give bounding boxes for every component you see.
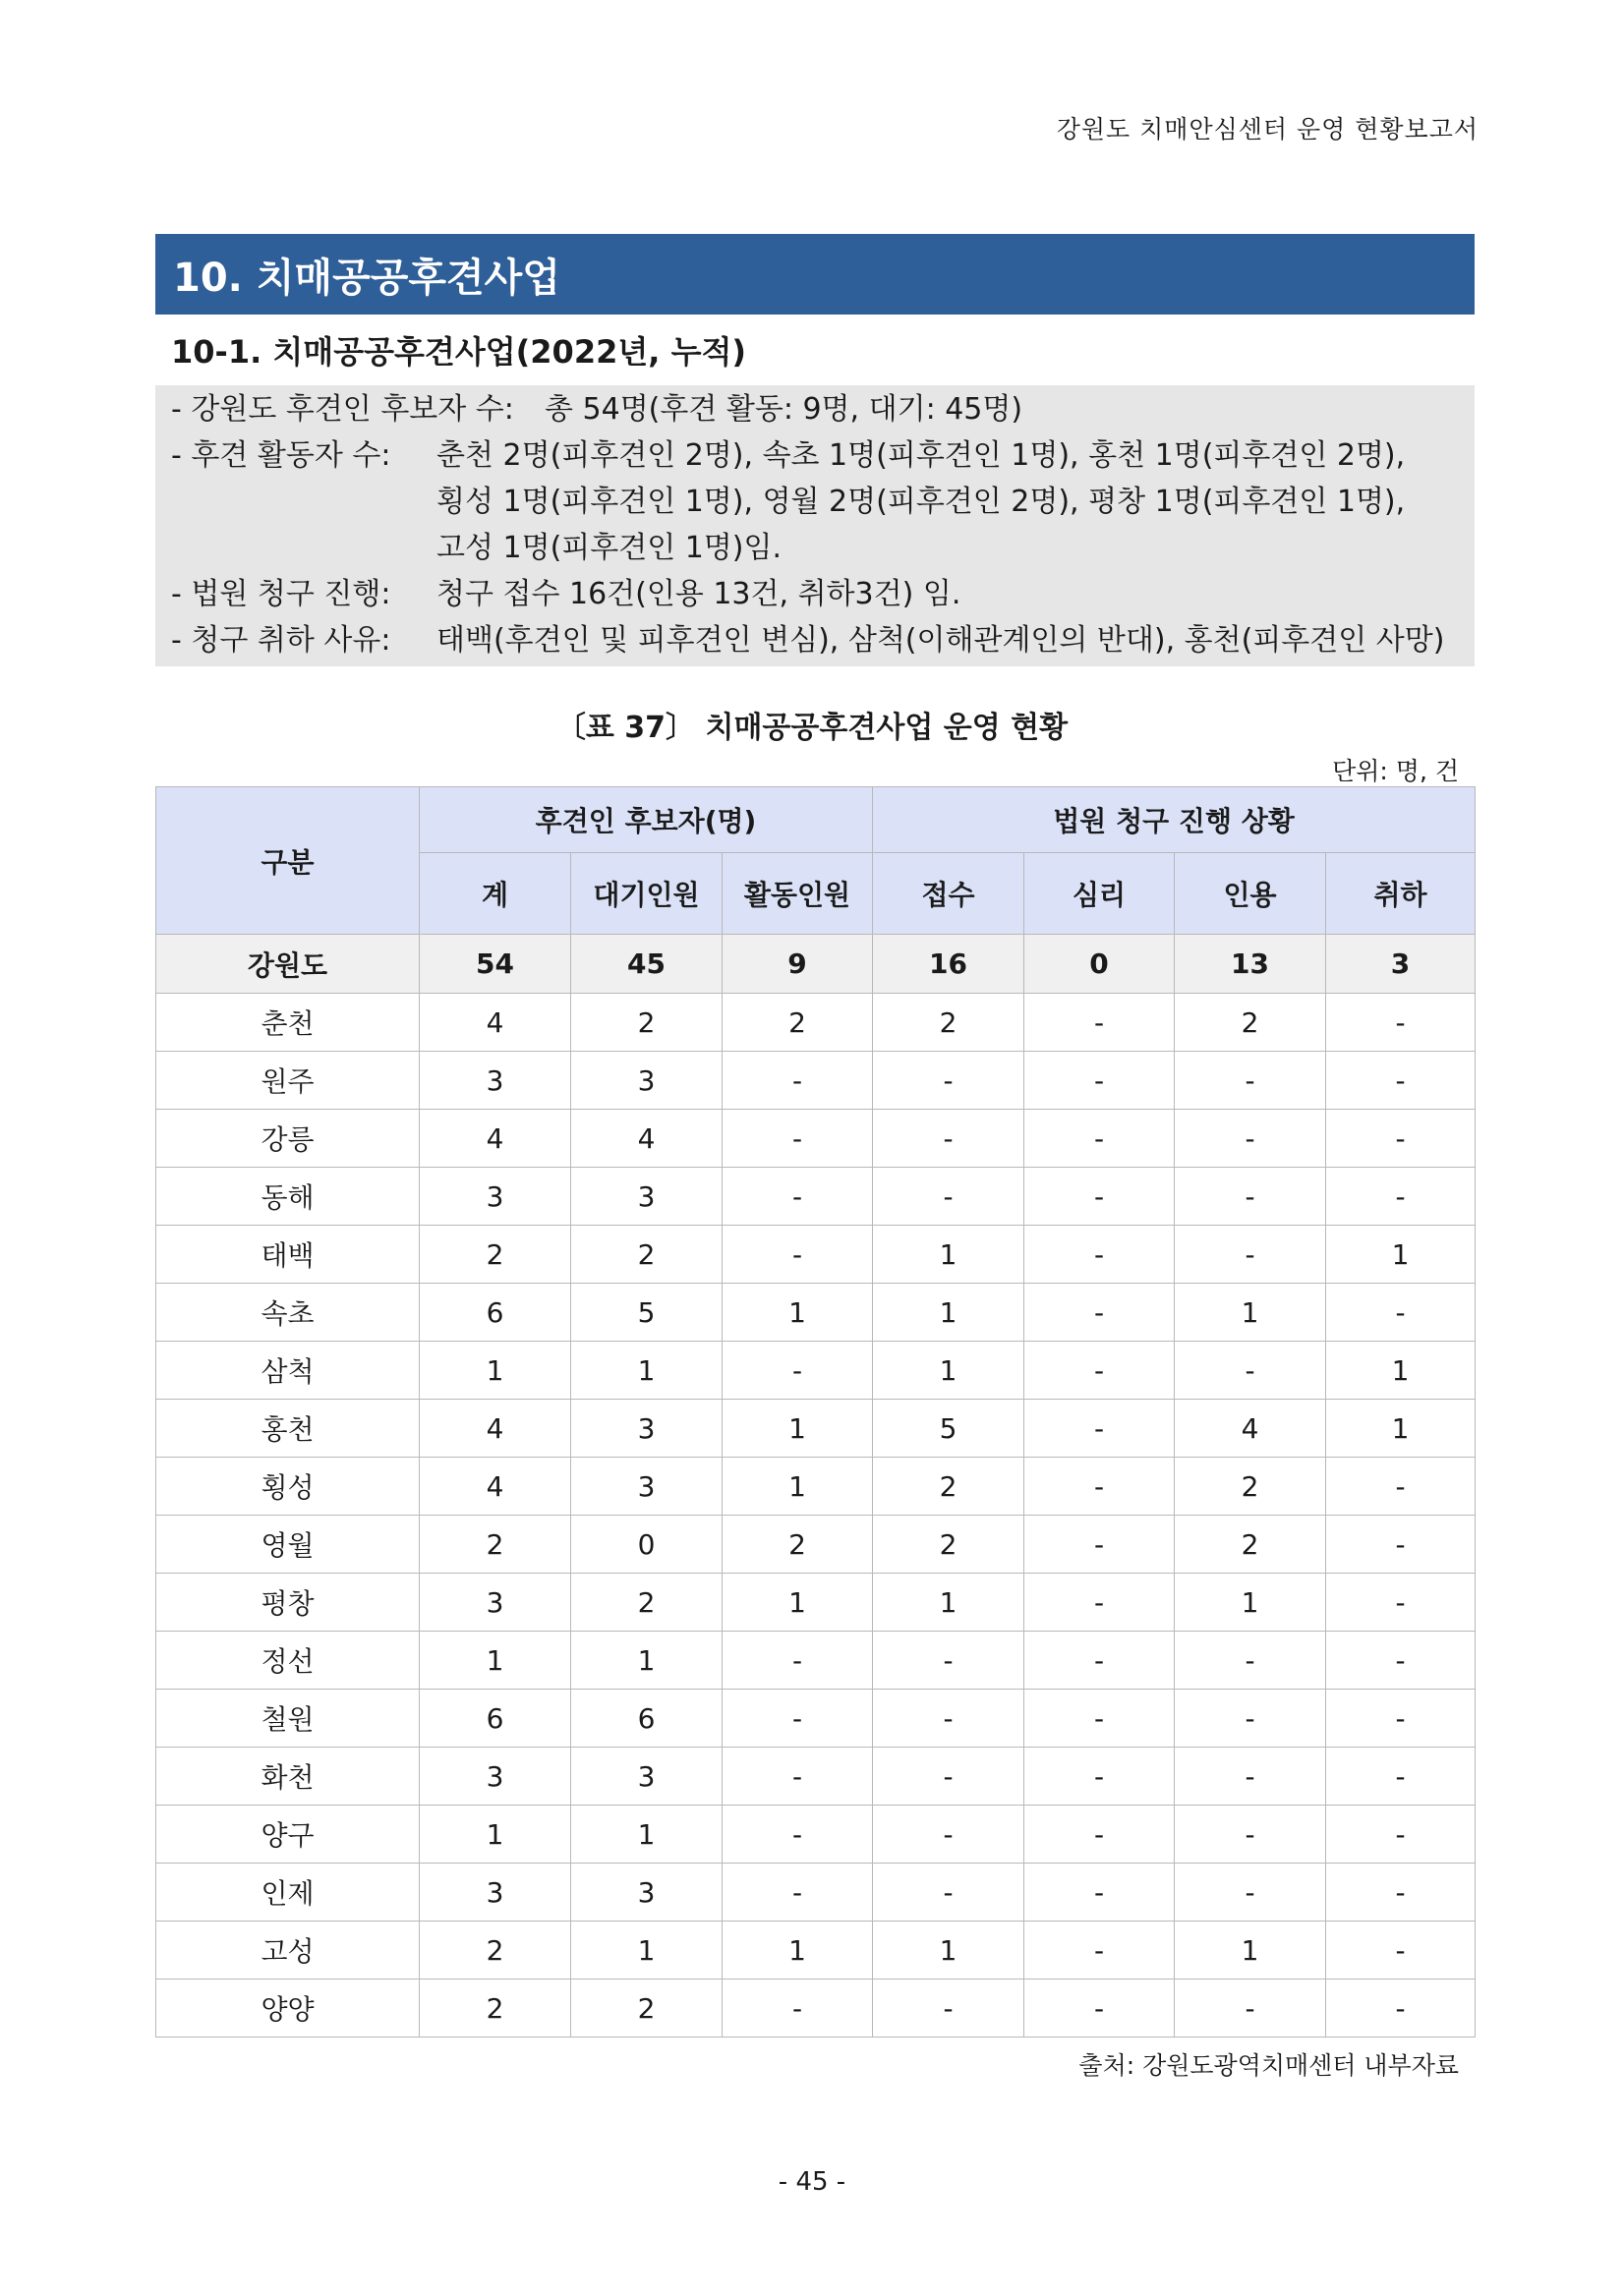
table-total-row <box>156 935 1476 994</box>
table-cell: 4 <box>420 1400 571 1458</box>
running-header: 강원도 치매안심센터 운영 현황보고서 <box>1056 115 1479 144</box>
table-cell: - <box>873 1980 1024 2038</box>
table-cell: 1 <box>873 1574 1024 1632</box>
table-cell: 2 <box>571 1980 723 2038</box>
table-cell: 6 <box>420 1690 571 1748</box>
unit-note: 단위: 명, 건 <box>1332 757 1459 785</box>
table-cell: - <box>1326 1690 1476 1748</box>
table-cell: - <box>873 1632 1024 1690</box>
table-cell: 1 <box>723 1284 873 1342</box>
summary-line <box>171 431 1457 481</box>
header-col: 계 <box>420 853 571 935</box>
table-cell: 6 <box>420 1284 571 1342</box>
table-cell: - <box>1024 1168 1175 1226</box>
table-cell: - <box>1024 1922 1175 1980</box>
table-cell: 1 <box>420 1806 571 1864</box>
table-cell: - <box>723 1980 873 2038</box>
table-cell: 1 <box>571 1632 723 1690</box>
table-cell: - <box>873 1168 1024 1226</box>
table-cell: - <box>723 1226 873 1284</box>
table-cell: - <box>1024 1574 1175 1632</box>
header-col: 활동인원 <box>723 853 873 935</box>
table-cell: 3 <box>571 1458 723 1516</box>
summary-line-label: - 청구 취하 사유: <box>171 623 391 658</box>
summary-line-value: 고성 1명(피후견인 1명)임. <box>436 531 783 565</box>
table-cell: - <box>1024 1748 1175 1806</box>
table-cell: 화천 <box>156 1748 420 1806</box>
table-cell: 4 <box>571 1110 723 1168</box>
table-cell: 3 <box>420 1052 571 1110</box>
table-cell: 1 <box>571 1342 723 1400</box>
table-cell: - <box>873 1110 1024 1168</box>
table-cell: 태백 <box>156 1226 420 1284</box>
table-cell: 4 <box>420 994 571 1052</box>
table-cell: 2 <box>873 994 1024 1052</box>
table-header-row <box>156 787 1476 853</box>
table-cell: - <box>1326 1110 1476 1168</box>
table-cell: 1 <box>873 1342 1024 1400</box>
guardianship-table <box>155 786 1476 2038</box>
table-cell: 4 <box>1175 1400 1326 1458</box>
table-cell: - <box>1024 1458 1175 1516</box>
table-cell: 1 <box>1326 1226 1476 1284</box>
table-cell: 1 <box>420 1342 571 1400</box>
table-cell: 9 <box>723 935 873 994</box>
table-row <box>156 1226 1476 1284</box>
table-cell: - <box>723 1864 873 1922</box>
table-cell: 3 <box>420 1748 571 1806</box>
table-cell: - <box>873 1748 1024 1806</box>
table-cell: 2 <box>420 1226 571 1284</box>
table-cell: 3 <box>1326 935 1476 994</box>
table-cell: 3 <box>571 1168 723 1226</box>
table-cell: - <box>1175 1052 1326 1110</box>
table-cell: 인제 <box>156 1864 420 1922</box>
table-cell: 2 <box>420 1516 571 1574</box>
table-cell: - <box>1326 1748 1476 1806</box>
table-cell: 강릉 <box>156 1110 420 1168</box>
table-cell: 2 <box>873 1458 1024 1516</box>
table-cell: 4 <box>420 1110 571 1168</box>
table-cell: - <box>1326 1574 1476 1632</box>
table-cell: - <box>1326 1284 1476 1342</box>
table-cell: 정선 <box>156 1632 420 1690</box>
table-cell: - <box>1326 1516 1476 1574</box>
header-group-court: 법원 청구 진행 상황 <box>873 787 1476 853</box>
table-cell: - <box>1326 1458 1476 1516</box>
summary-line <box>171 524 1457 573</box>
table-cell: 5 <box>571 1284 723 1342</box>
table-cell: - <box>723 1168 873 1226</box>
table-cell: 속초 <box>156 1284 420 1342</box>
table-cell: - <box>1326 1922 1476 1980</box>
table-cell: 2 <box>723 1516 873 1574</box>
table-row <box>156 1748 1476 1806</box>
table-cell: 1 <box>571 1922 723 1980</box>
table-cell: - <box>723 1748 873 1806</box>
table-cell: 원주 <box>156 1052 420 1110</box>
table-cell: 1 <box>1175 1284 1326 1342</box>
table-cell: 2 <box>420 1922 571 1980</box>
table-cell: 강원도 <box>156 935 420 994</box>
table-cell: - <box>1175 1864 1326 1922</box>
table-cell: - <box>1326 1632 1476 1690</box>
table-cell: - <box>1024 1400 1175 1458</box>
table-cell: - <box>1175 1342 1326 1400</box>
table-cell: 양양 <box>156 1980 420 2038</box>
table-cell: 춘천 <box>156 994 420 1052</box>
table-row <box>156 1342 1476 1400</box>
table-cell: 5 <box>873 1400 1024 1458</box>
table-cell: - <box>1024 994 1175 1052</box>
summary-line-value: 횡성 1명(피후견인 1명), 영월 2명(피후견인 2명), 평창 1명(피후견인 1명), <box>436 485 1406 519</box>
table-cell: - <box>1024 1690 1175 1748</box>
table-cell: - <box>1326 994 1476 1052</box>
table-cell: - <box>1326 1168 1476 1226</box>
summary-line-label: - 후견 활동자 수: <box>171 438 391 473</box>
table-row <box>156 1516 1476 1574</box>
summary-line-value: 총 54명(후견 활동: 9명, 대기: 45명) <box>545 392 1023 427</box>
table-cell: 1 <box>1175 1922 1326 1980</box>
table-cell: 양구 <box>156 1806 420 1864</box>
table-cell: - <box>723 1690 873 1748</box>
table-cell: 1 <box>571 1806 723 1864</box>
table-row <box>156 1458 1476 1516</box>
table-cell: 3 <box>571 1748 723 1806</box>
table-cell: - <box>1175 1748 1326 1806</box>
table-cell: - <box>1326 1052 1476 1110</box>
table-cell: 1 <box>723 1922 873 1980</box>
table-row <box>156 1110 1476 1168</box>
header-group-candidates: 후견인 후보자(명) <box>420 787 873 853</box>
table-cell: 3 <box>420 1864 571 1922</box>
table-cell: - <box>723 1806 873 1864</box>
table-cell: - <box>1024 1110 1175 1168</box>
table-cell: - <box>723 1052 873 1110</box>
table-cell: 홍천 <box>156 1400 420 1458</box>
table-cell: - <box>1175 1110 1326 1168</box>
table-cell: 2 <box>420 1980 571 2038</box>
table-cell: - <box>1175 1226 1326 1284</box>
table-cell: 2 <box>723 994 873 1052</box>
header-col: 심리 <box>1024 853 1175 935</box>
table-cell: 1 <box>873 1284 1024 1342</box>
table-cell: 1 <box>723 1400 873 1458</box>
table-row <box>156 994 1476 1052</box>
table-cell: - <box>873 1864 1024 1922</box>
table-cell: - <box>1024 1980 1175 2038</box>
header-col: 취하 <box>1326 853 1476 935</box>
source-note: 출처: 강원도광역치매센터 내부자료 <box>1078 2051 1459 2080</box>
table-cell: 2 <box>1175 1458 1326 1516</box>
header-col: 인용 <box>1175 853 1326 935</box>
table-cell: 1 <box>1326 1342 1476 1400</box>
table-cell: - <box>1175 1806 1326 1864</box>
table-cell: 2 <box>1175 1516 1326 1574</box>
table-cell: - <box>1175 1632 1326 1690</box>
table-cell: 1 <box>723 1574 873 1632</box>
table-row <box>156 1980 1476 2038</box>
table-cell: - <box>723 1110 873 1168</box>
header-category: 구분 <box>156 787 420 935</box>
table-cell: - <box>873 1690 1024 1748</box>
table-cell: - <box>873 1052 1024 1110</box>
table-cell: - <box>1024 1342 1175 1400</box>
table-cell: 3 <box>420 1168 571 1226</box>
table-row <box>156 1284 1476 1342</box>
table-body <box>156 935 1476 2038</box>
table-cell: 45 <box>571 935 723 994</box>
table-row <box>156 1864 1476 1922</box>
section-title-bar <box>155 234 1475 315</box>
table-cell: - <box>1175 1168 1326 1226</box>
table-cell: 2 <box>571 1226 723 1284</box>
table-row <box>156 1632 1476 1690</box>
table-cell: 54 <box>420 935 571 994</box>
table-caption: 〔표 37〕 치매공공후견사업 운영 현황 <box>555 711 1069 745</box>
table-cell: 3 <box>571 1052 723 1110</box>
table-cell: - <box>1024 1284 1175 1342</box>
table-cell: - <box>1024 1632 1175 1690</box>
table-cell: 3 <box>571 1864 723 1922</box>
table-row <box>156 1400 1476 1458</box>
table-cell: 0 <box>1024 935 1175 994</box>
table-cell: 영월 <box>156 1516 420 1574</box>
table-row <box>156 1574 1476 1632</box>
table-row <box>156 1690 1476 1748</box>
table-cell: 1 <box>420 1632 571 1690</box>
table-row <box>156 1806 1476 1864</box>
table-cell: 1 <box>1175 1574 1326 1632</box>
table-cell: 1 <box>873 1226 1024 1284</box>
table-cell: 2 <box>1175 994 1326 1052</box>
table-cell: 0 <box>571 1516 723 1574</box>
table-cell: - <box>1024 1516 1175 1574</box>
summary-line <box>171 570 1457 619</box>
table-cell: 16 <box>873 935 1024 994</box>
table-cell: 횡성 <box>156 1458 420 1516</box>
table-row <box>156 1052 1476 1110</box>
table-cell: - <box>1024 1052 1175 1110</box>
table-cell: 2 <box>873 1516 1024 1574</box>
table-cell: - <box>1326 1980 1476 2038</box>
summary-line-text: - 강원도 후견인 후보자 수: <box>171 392 514 427</box>
summary-box <box>155 385 1475 666</box>
table-cell: 3 <box>420 1574 571 1632</box>
table-cell: - <box>1326 1864 1476 1922</box>
summary-line-value: 태백(후견인 및 피후견인 변심), 삼척(이해관계인의 반대), 홍천(피후견인 사망) <box>436 623 1445 658</box>
table-cell: - <box>1175 1690 1326 1748</box>
table-cell: - <box>1024 1226 1175 1284</box>
table-cell: - <box>723 1342 873 1400</box>
summary-line <box>171 616 1457 665</box>
table-cell: 평창 <box>156 1574 420 1632</box>
table-cell: - <box>873 1806 1024 1864</box>
table-cell: - <box>1175 1980 1326 2038</box>
table-cell: - <box>1024 1806 1175 1864</box>
table-cell: 2 <box>571 994 723 1052</box>
summary-line-value: 청구 접수 16건(인용 13건, 취하3건) 임. <box>436 577 961 611</box>
page-number: - 45 - <box>778 2167 846 2197</box>
table-row <box>156 1168 1476 1226</box>
table-cell: 1 <box>723 1458 873 1516</box>
summary-line <box>171 385 1457 434</box>
section-title: 10. 치매공공후견사업 <box>173 255 560 301</box>
table-cell: 동해 <box>156 1168 420 1226</box>
summary-line <box>171 478 1457 527</box>
table-row <box>156 1922 1476 1980</box>
table-cell: 1 <box>873 1922 1024 1980</box>
table-cell: 삼척 <box>156 1342 420 1400</box>
table-cell: 6 <box>571 1690 723 1748</box>
table-cell: 2 <box>571 1574 723 1632</box>
summary-line-label: - 법원 청구 진행: <box>171 577 391 611</box>
summary-line-value: 춘천 2명(피후견인 2명), 속초 1명(피후견인 1명), 홍천 1명(피후견인 2명), <box>436 438 1406 473</box>
table-cell: 13 <box>1175 935 1326 994</box>
table-cell: 4 <box>420 1458 571 1516</box>
table-cell: - <box>1326 1806 1476 1864</box>
header-col: 접수 <box>873 853 1024 935</box>
table-cell: 고성 <box>156 1922 420 1980</box>
table-cell: 1 <box>1326 1400 1476 1458</box>
table-cell: - <box>1024 1864 1175 1922</box>
header-col: 대기인원 <box>571 853 723 935</box>
table-cell: - <box>723 1632 873 1690</box>
subsection-title: 10-1. 치매공공후견사업(2022년, 누적) <box>171 333 747 371</box>
table-cell: 3 <box>571 1400 723 1458</box>
table-cell: 철원 <box>156 1690 420 1748</box>
